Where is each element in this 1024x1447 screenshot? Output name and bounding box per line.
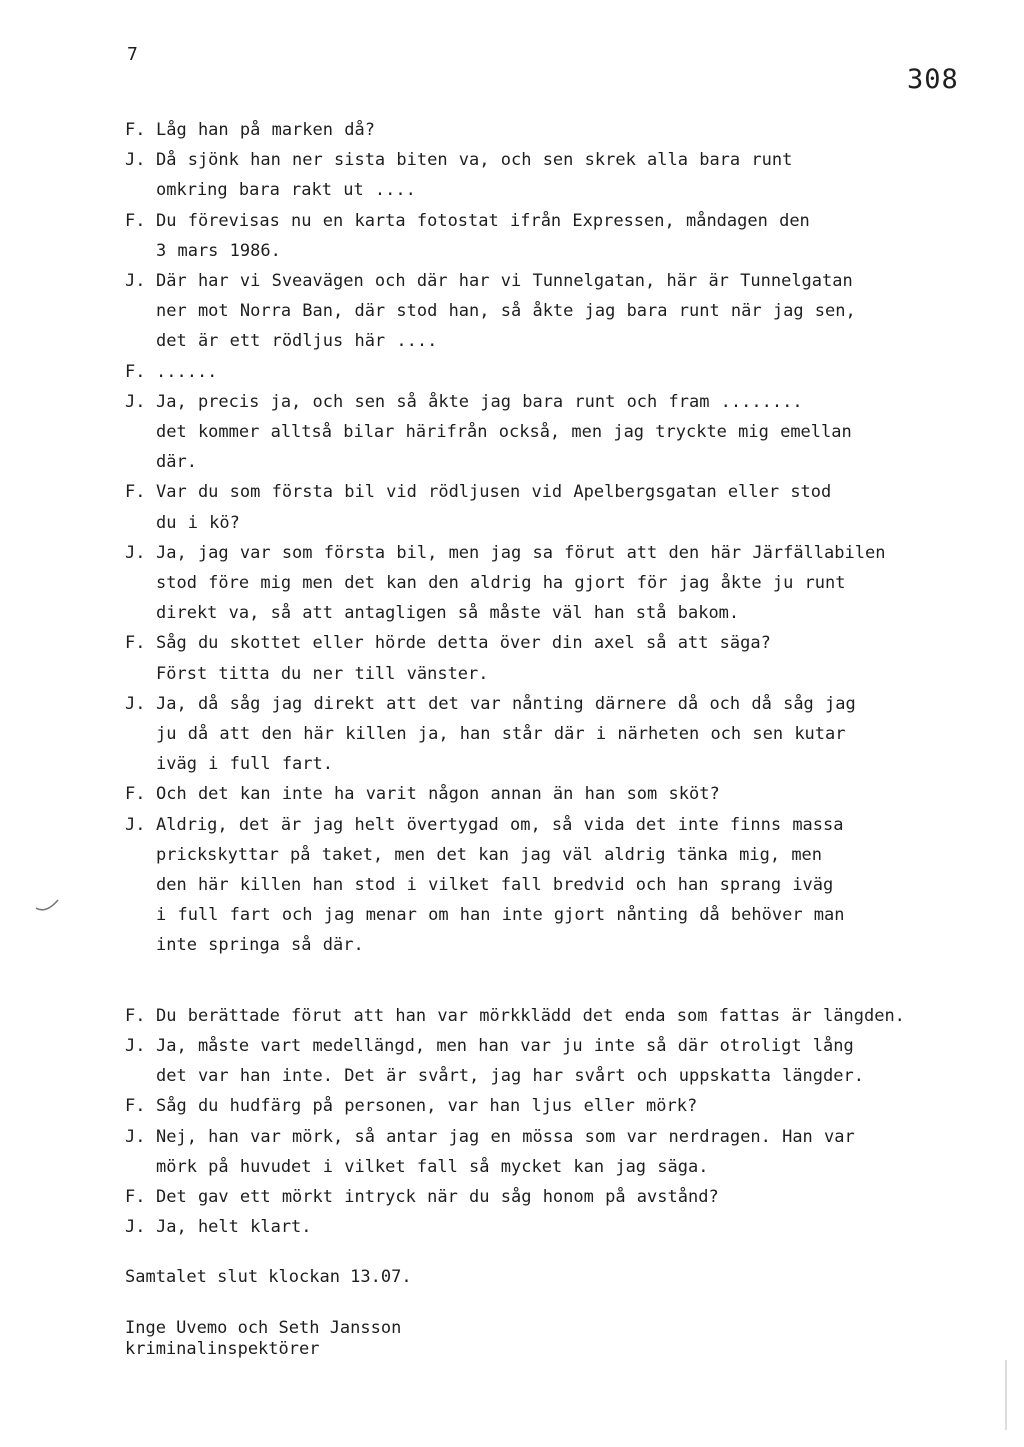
transcript-entry — [125, 538, 915, 629]
entry-text: Då sjönk han ner sista biten va, och sen skrek alla bara runt omkring bara rakt ut .... — [156, 150, 793, 201]
speaker-label: J. — [125, 542, 146, 563]
entry-text: Ja, måste vart medellängd, men han var ju inte så där otroligt lång det var han inte. Det är svårt, jag har svårt och uppskatta längder. — [156, 1035, 864, 1087]
transcript-entry — [125, 1212, 915, 1242]
speaker-label: F. — [125, 361, 146, 382]
entry-text: Och det kan inte ha varit någon annan än han som sköt? — [156, 784, 720, 805]
entry-text: Såg du hudfärg på personen, var han ljus eller mörk? — [156, 1096, 698, 1117]
entry-text: ...... — [156, 361, 218, 382]
interview-transcript — [125, 115, 915, 1242]
document-number: 308 — [907, 64, 959, 95]
entry-text: Ja, jag var som första bil, men jag sa förut att den här Järfällabilen stod före mig men det kan den aldrig ha gjort för jag åkte ju runt direkt va, så att antagligen så måste väl han stå bakom. — [156, 542, 886, 624]
section-gap — [125, 961, 915, 1001]
speaker-label: J. — [125, 1217, 146, 1238]
entry-text: Ja, helt klart. — [156, 1217, 312, 1238]
transcript-entry — [125, 477, 915, 537]
entry-text: Såg du skottet eller hörde detta över din axel så att säga? Först titta du ner till vänster. — [156, 633, 771, 684]
speaker-label: J. — [125, 391, 146, 412]
entry-text: Du berättade förut att han var mörkklädd det enda som fattas är längden. — [156, 1005, 905, 1026]
transcript-entry — [125, 1182, 915, 1212]
entry-text: Låg han på marken då? — [156, 120, 375, 140]
transcript-entry — [125, 1031, 915, 1091]
transcript-entry — [125, 779, 915, 809]
transcript-entry — [125, 206, 915, 266]
transcript-entry — [125, 689, 915, 780]
transcript-entry — [125, 145, 915, 205]
speaker-label: F. — [125, 1096, 146, 1117]
transcript-entry — [125, 387, 915, 478]
transcript-entry — [125, 810, 915, 961]
speaker-label: F. — [125, 1186, 146, 1207]
signature-names: Inge Uvemo och Seth Jansson — [125, 1318, 402, 1338]
transcript-entry — [125, 1001, 915, 1031]
transcript-part-1 — [125, 115, 915, 961]
transcript-entry — [125, 1091, 915, 1121]
entry-text: Aldrig, det är jag helt övertygad om, så vida det inte finns massa prickskyttar på taket, men det kan jag väl aldrig tänka mig, men den här killen han stod i vilket fall bredvid och han sprang iväg i full fart och jag menar om han inte gjort nånting då behöver man inte springa så där. — [156, 814, 845, 956]
transcript-entry — [125, 266, 915, 357]
margin-pencil-mark — [34, 888, 60, 914]
speaker-label: J. — [125, 150, 146, 171]
page-number: 7 — [127, 44, 138, 65]
speaker-label: J. — [125, 271, 146, 292]
transcript-entry — [125, 115, 915, 145]
speaker-label: F. — [125, 120, 146, 140]
speaker-label: F. — [125, 210, 146, 231]
scan-edge-mark — [1004, 1360, 1008, 1430]
entry-text: Ja, då såg jag direkt att det var nånting därnere då och då såg jag ju då att den här killen ja, han står där i närheten och sen kutar iväg i full fart. — [156, 693, 856, 775]
transcript-entry — [125, 1122, 915, 1182]
signature-title: kriminalinspektörer — [125, 1339, 320, 1359]
entry-text: Nej, han var mörk, så antar jag en mössa som var nerdragen. Han var mörk på huvudet i vilket fall så mycket kan jag säga. — [156, 1126, 855, 1177]
transcript-part-2 — [125, 1001, 915, 1243]
speaker-label: F. — [125, 482, 146, 503]
speaker-label: F. — [125, 1005, 146, 1026]
speaker-label: J. — [125, 693, 146, 714]
signature-block — [125, 1318, 401, 1360]
speaker-label: J. — [125, 1126, 146, 1147]
speaker-label: F. — [125, 784, 146, 805]
entry-text: Du förevisas nu en karta fotostat ifrån Expressen, måndagen den 3 mars 1986. — [156, 210, 810, 261]
entry-text: Där har vi Sveavägen och där har vi Tunnelgatan, här är Tunnelgatan ner mot Norra Ban, där stod han, så åkte jag bara runt när jag sen, det är ett rödljus här .... — [156, 271, 856, 352]
speaker-label: J. — [125, 1035, 146, 1056]
closing-statement: Samtalet slut klockan 13.07. — [125, 1267, 412, 1287]
entry-text: Det gav ett mörkt intryck när du såg honom på avstånd? — [156, 1186, 719, 1207]
entry-text: Var du som första bil vid rödljusen vid Apelbergsgatan eller stod du i kö? — [156, 482, 832, 533]
speaker-label: F. — [125, 633, 146, 654]
transcript-entry — [125, 628, 915, 688]
transcript-entry — [125, 357, 915, 387]
speaker-label: J. — [125, 814, 146, 835]
entry-text: Ja, precis ja, och sen så åkte jag bara runt och fram ........ det kommer alltså bilar härifrån också, men jag tryckte mig emellan där. — [156, 391, 852, 473]
